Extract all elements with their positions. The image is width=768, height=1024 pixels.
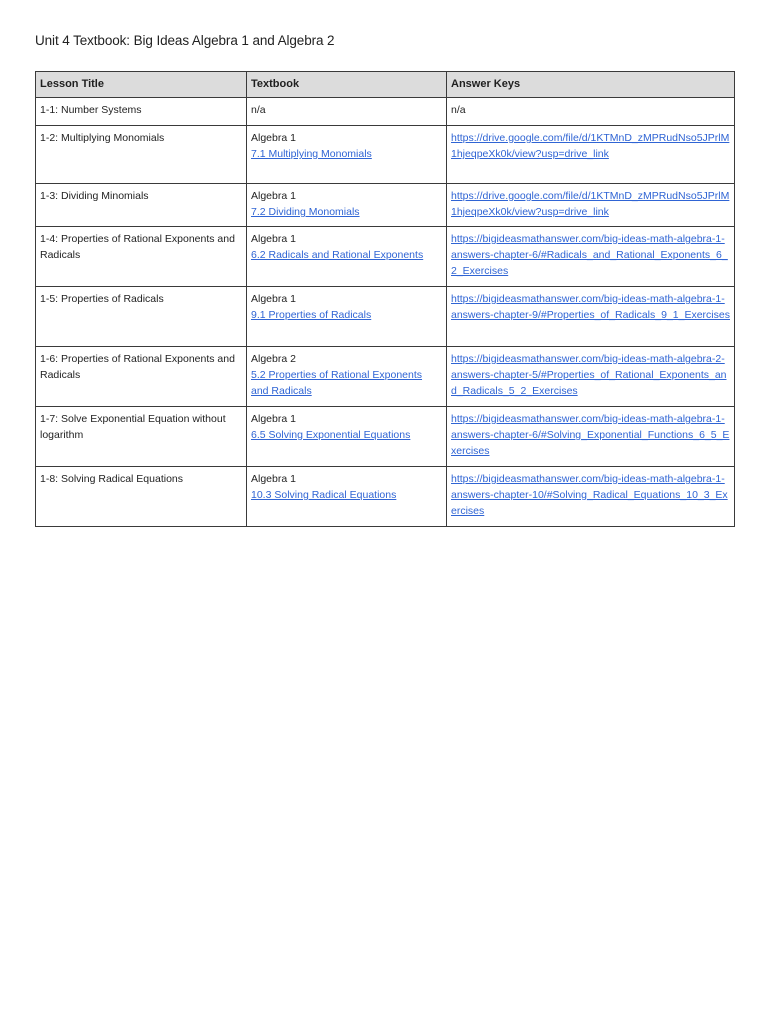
table-row [36, 126, 735, 184]
answer-key-link[interactable]: https://drive.google.com/file/d/1KTMnD_zMPRudNso5JPrlM1hjeqpeXk0k/view?usp=drive_link [451, 190, 730, 218]
answer-key-cell [447, 98, 735, 126]
textbook-section-link[interactable]: 10.3 Solving Radical Equations [251, 489, 397, 501]
answer-key-link[interactable]: https://bigideasmathanswer.com/big-ideas-math-algebra-1-answers-chapter-6/#Solving_Exponential_Functions_6_5_Exercises [451, 413, 730, 457]
answer-key-link[interactable]: https://bigideasmathanswer.com/big-ideas-math-algebra-1-answers-chapter-6/#Radicals_and_Rational_Exponents_6_2_Exercises [451, 233, 728, 277]
lesson-cell: 1-8: Solving Radical Equations [36, 467, 247, 527]
textbook-cell [247, 126, 447, 184]
lesson-cell: 1-4: Properties of Rational Exponents and Radicals [36, 227, 247, 287]
table-row [36, 347, 735, 407]
lesson-cell: 1-7: Solve Exponential Equation without logarithm [36, 407, 247, 467]
textbook-book: Algebra 1 [251, 190, 296, 202]
table-row [36, 467, 735, 527]
table-row [36, 184, 735, 227]
table-row [36, 98, 735, 126]
textbook-section-link[interactable]: 6.5 Solving Exponential Equations [251, 429, 411, 441]
textbook-section-link[interactable]: 7.1 Multiplying Monomials [251, 148, 372, 160]
textbook-cell [247, 287, 447, 347]
textbook-book: Algebra 1 [251, 132, 296, 144]
textbook-book: n/a [251, 104, 266, 116]
textbook-cell [247, 467, 447, 527]
answer-key-cell [447, 184, 735, 227]
answer-key-text: n/a [451, 104, 466, 116]
document-title: Unit 4 Textbook: Big Ideas Algebra 1 and Algebra 2 [35, 33, 335, 48]
textbook-book: Algebra 2 [251, 353, 296, 365]
answer-key-cell [447, 347, 735, 407]
table-row [36, 287, 735, 347]
lessons-table [35, 71, 735, 527]
answer-key-link[interactable]: https://bigideasmathanswer.com/big-ideas-math-algebra-1-answers-chapter-10/#Solving_Radical_Equations_10_3_Exercises [451, 473, 728, 517]
answer-key-cell [447, 407, 735, 467]
textbook-section-link[interactable]: 9.1 Properties of Radicals [251, 309, 372, 321]
textbook-cell [247, 407, 447, 467]
table-header-row [36, 72, 735, 98]
textbook-cell [247, 347, 447, 407]
answer-key-link[interactable]: https://bigideasmathanswer.com/big-ideas-math-algebra-2-answers-chapter-5/#Properties_of_Rational_Exponents_and_Radicals_5_2_Exercises [451, 353, 727, 397]
answer-key-link[interactable]: https://drive.google.com/file/d/1KTMnD_zMPRudNso5JPrlM1hjeqpeXk0k/view?usp=drive_link [451, 132, 730, 160]
textbook-book: Algebra 1 [251, 413, 296, 425]
header-textbook: Textbook [247, 72, 447, 98]
textbook-book: Algebra 1 [251, 293, 296, 305]
answer-key-cell [447, 126, 735, 184]
lesson-cell: 1-1: Number Systems [36, 98, 247, 126]
textbook-book: Algebra 1 [251, 233, 296, 245]
textbook-section-link[interactable]: 7.2 Dividing Monomials [251, 206, 360, 218]
table-row [36, 407, 735, 467]
header-answer-keys: Answer Keys [447, 72, 735, 98]
textbook-section-link[interactable]: 6.2 Radicals and Rational Exponents [251, 249, 424, 261]
header-lesson-title: Lesson Title [36, 72, 247, 98]
textbook-book: Algebra 1 [251, 473, 296, 485]
lesson-cell: 1-3: Dividing Minomials [36, 184, 247, 227]
textbook-cell [247, 227, 447, 287]
answer-key-cell [447, 227, 735, 287]
lesson-cell: 1-2: Multiplying Monomials [36, 126, 247, 184]
textbook-cell [247, 98, 447, 126]
answer-key-link[interactable]: https://bigideasmathanswer.com/big-ideas-math-algebra-1-answers-chapter-9/#Properties_of_Radicals_9_1_Exercises [451, 293, 730, 321]
textbook-section-link[interactable]: 5.2 Properties of Rational Exponents and Radicals [251, 369, 423, 397]
table-row [36, 227, 735, 287]
lesson-cell: 1-6: Properties of Rational Exponents and Radicals [36, 347, 247, 407]
lesson-cell: 1-5: Properties of Radicals [36, 287, 247, 347]
answer-key-cell [447, 287, 735, 347]
textbook-cell [247, 184, 447, 227]
answer-key-cell [447, 467, 735, 527]
